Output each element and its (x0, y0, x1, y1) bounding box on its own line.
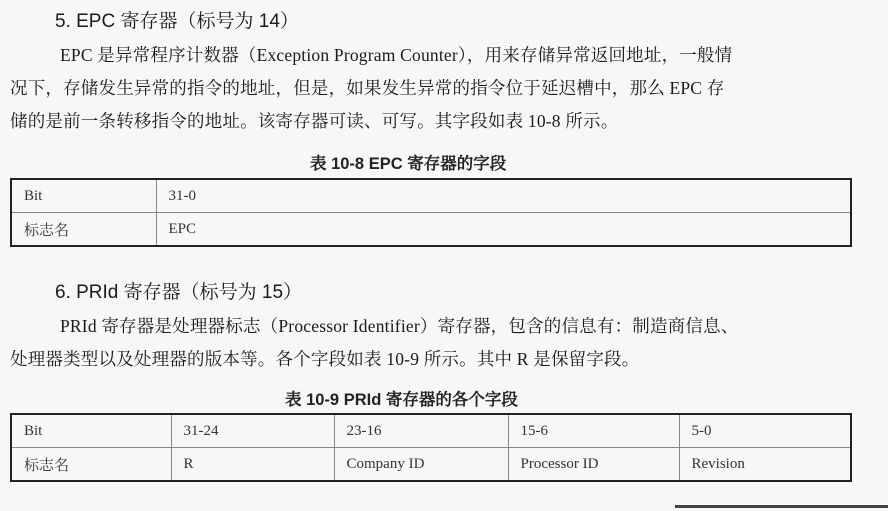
table-cell: 标志名 (11, 448, 171, 482)
table-cell: 15-6 (508, 414, 679, 448)
table-cell: Bit (11, 179, 156, 213)
table-row (11, 179, 851, 213)
table-10-9-caption: 表 10-9 PRId 寄存器的各个字段 (285, 391, 518, 409)
table-cell: 标志名 (11, 213, 156, 247)
table-cell: Processor ID (508, 448, 679, 482)
table-cell: Company ID (334, 448, 508, 482)
section-5-heading: 5. EPC 寄存器（标号为 14） (55, 11, 299, 32)
table-cell: EPC (156, 213, 851, 247)
page-bottom-rule (675, 505, 888, 508)
table-cell: 5-0 (679, 414, 851, 448)
table-cell: Revision (679, 448, 851, 482)
section-5-para-line-3: 储的是前一条转移指令的地址。该寄存器可读、可写。其字段如表 10-8 所示。 (10, 111, 619, 131)
section-6-para-line-2: 处理器类型以及处理器的版本等。各个字段如表 10-9 所示。其中 R 是保留字段。 (10, 349, 640, 369)
epc-fields-table (10, 178, 852, 247)
section-6-para-line-1: PRId 寄存器是处理器标志（Processor Identifier）寄存器，包含的信息有：制造商信息、 (60, 316, 739, 336)
section-5-para-line-1: EPC 是异常程序计数器（Exception Program Counter），用来存储异常返回地址，一般情 (60, 45, 733, 65)
table-cell: R (171, 448, 334, 482)
table-10-8-caption: 表 10-8 EPC 寄存器的字段 (310, 155, 507, 173)
table-cell: 23-16 (334, 414, 508, 448)
section-6-heading: 6. PRId 寄存器（标号为 15） (55, 282, 303, 303)
table-cell: 31-24 (171, 414, 334, 448)
prid-fields-table (10, 413, 852, 482)
section-5-para-line-2: 况下，存储发生异常的指令的地址，但是，如果发生异常的指令位于延迟槽中，那么 EPC 存 (10, 78, 725, 98)
table-row (11, 414, 851, 448)
table-row (11, 448, 851, 482)
table-row (11, 213, 851, 247)
table-cell: Bit (11, 414, 171, 448)
table-cell: 31-0 (156, 179, 851, 213)
